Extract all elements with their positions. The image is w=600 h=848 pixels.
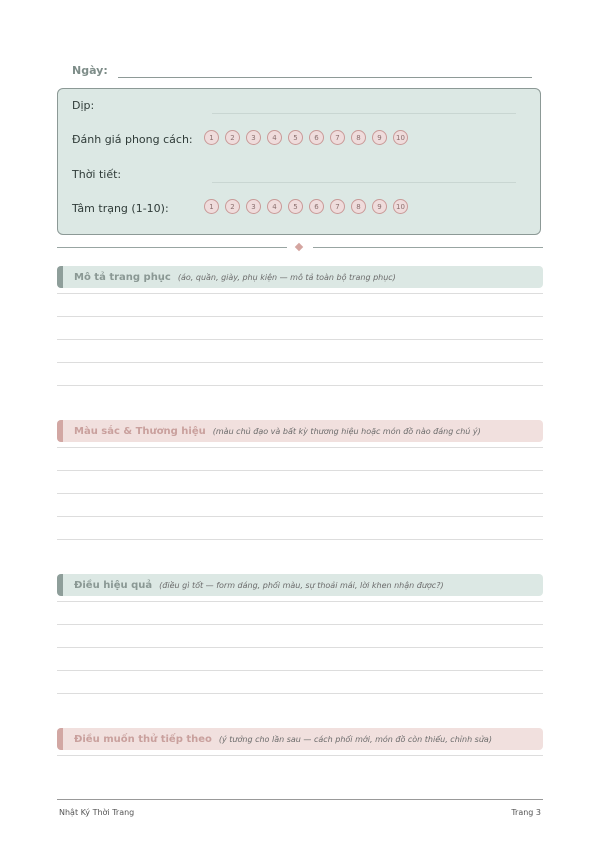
section-title: Mô tả trang phục bbox=[74, 271, 171, 283]
writing-line[interactable] bbox=[57, 316, 543, 317]
page-footer bbox=[57, 799, 543, 817]
style-rating-row bbox=[72, 129, 526, 153]
section-header bbox=[57, 420, 543, 442]
journal-name: Nhật Ký Thời Trang bbox=[59, 808, 135, 817]
mood-rating-scale bbox=[204, 199, 408, 214]
style-rating-scale bbox=[204, 130, 408, 145]
weather-row bbox=[72, 164, 526, 188]
writing-line[interactable] bbox=[57, 470, 543, 471]
writing-line[interactable] bbox=[57, 447, 543, 448]
mood-rating-circle[interactable]: 3 bbox=[246, 199, 261, 214]
section-what-worked bbox=[57, 574, 543, 694]
style-rating-circle[interactable]: 8 bbox=[351, 130, 366, 145]
section-outfit-description bbox=[57, 266, 543, 386]
section-header bbox=[57, 728, 543, 750]
mood-rating-circle[interactable]: 2 bbox=[225, 199, 240, 214]
section-title: Điều muốn thử tiếp theo bbox=[74, 733, 212, 745]
occasion-row bbox=[72, 95, 526, 119]
mood-rating-circle[interactable]: 8 bbox=[351, 199, 366, 214]
writing-line[interactable] bbox=[57, 293, 543, 294]
section-header bbox=[57, 266, 543, 288]
style-rating-circle[interactable]: 6 bbox=[309, 130, 324, 145]
style-rating-circle[interactable]: 10 bbox=[393, 130, 408, 145]
writing-line[interactable] bbox=[57, 516, 543, 517]
mood-rating-circle[interactable]: 6 bbox=[309, 199, 324, 214]
mood-rating-circle[interactable]: 1 bbox=[204, 199, 219, 214]
mood-rating-circle[interactable]: 10 bbox=[393, 199, 408, 214]
style-rating-circle[interactable]: 3 bbox=[246, 130, 261, 145]
style-rating-circle[interactable]: 4 bbox=[267, 130, 282, 145]
section-colors-brands bbox=[57, 420, 543, 540]
section-subtitle: (màu chủ đạo và bất kỳ thương hiệu hoặc món đồ nào đáng chú ý) bbox=[212, 426, 481, 436]
weather-field[interactable] bbox=[212, 182, 516, 183]
section-subtitle: (ý tưởng cho lần sau — cách phối mới, món đồ còn thiếu, chỉnh sửa) bbox=[218, 734, 492, 744]
mood-rating-circle[interactable]: 5 bbox=[288, 199, 303, 214]
writing-line[interactable] bbox=[57, 670, 543, 671]
writing-line[interactable] bbox=[57, 339, 543, 340]
style-rating-label: Đánh giá phong cách: bbox=[72, 133, 193, 146]
writing-line[interactable] bbox=[57, 539, 543, 540]
weather-label: Thời tiết: bbox=[72, 168, 122, 181]
writing-line[interactable] bbox=[57, 624, 543, 625]
mood-rating-circle[interactable]: 7 bbox=[330, 199, 345, 214]
section-next-try bbox=[57, 728, 543, 768]
writing-line[interactable] bbox=[57, 601, 543, 602]
date-row bbox=[72, 62, 532, 82]
section-title: Màu sắc & Thương hiệu bbox=[74, 425, 206, 437]
mood-row bbox=[72, 198, 526, 222]
page-number: Trang 3 bbox=[511, 808, 541, 817]
writing-line[interactable] bbox=[57, 385, 543, 386]
writing-line[interactable] bbox=[57, 755, 543, 756]
date-field[interactable] bbox=[118, 77, 532, 78]
section-title: Điều hiệu quả bbox=[74, 579, 153, 591]
section-subtitle: (điều gì tốt — form dáng, phối màu, sự thoải mái, lời khen nhận được?) bbox=[159, 580, 444, 590]
mood-rating-circle[interactable]: 9 bbox=[372, 199, 387, 214]
writing-line[interactable] bbox=[57, 647, 543, 648]
writing-line[interactable] bbox=[57, 693, 543, 694]
style-rating-circle[interactable]: 2 bbox=[225, 130, 240, 145]
writing-line[interactable] bbox=[57, 362, 543, 363]
mood-rating-circle[interactable]: 4 bbox=[267, 199, 282, 214]
diamond-icon bbox=[295, 243, 303, 251]
style-rating-circle[interactable]: 5 bbox=[288, 130, 303, 145]
ornamental-divider bbox=[57, 241, 543, 253]
entry-info-box bbox=[57, 88, 541, 235]
writing-line[interactable] bbox=[57, 493, 543, 494]
style-rating-circle[interactable]: 7 bbox=[330, 130, 345, 145]
occasion-field[interactable] bbox=[212, 113, 516, 114]
date-label: Ngày: bbox=[72, 64, 108, 77]
occasion-label: Dịp: bbox=[72, 99, 95, 112]
style-rating-circle[interactable]: 9 bbox=[372, 130, 387, 145]
mood-label: Tâm trạng (1-10): bbox=[72, 202, 169, 215]
section-subtitle: (áo, quần, giày, phụ kiện — mô tả toàn bộ trang phục) bbox=[177, 272, 396, 282]
section-header bbox=[57, 574, 543, 596]
style-rating-circle[interactable]: 1 bbox=[204, 130, 219, 145]
